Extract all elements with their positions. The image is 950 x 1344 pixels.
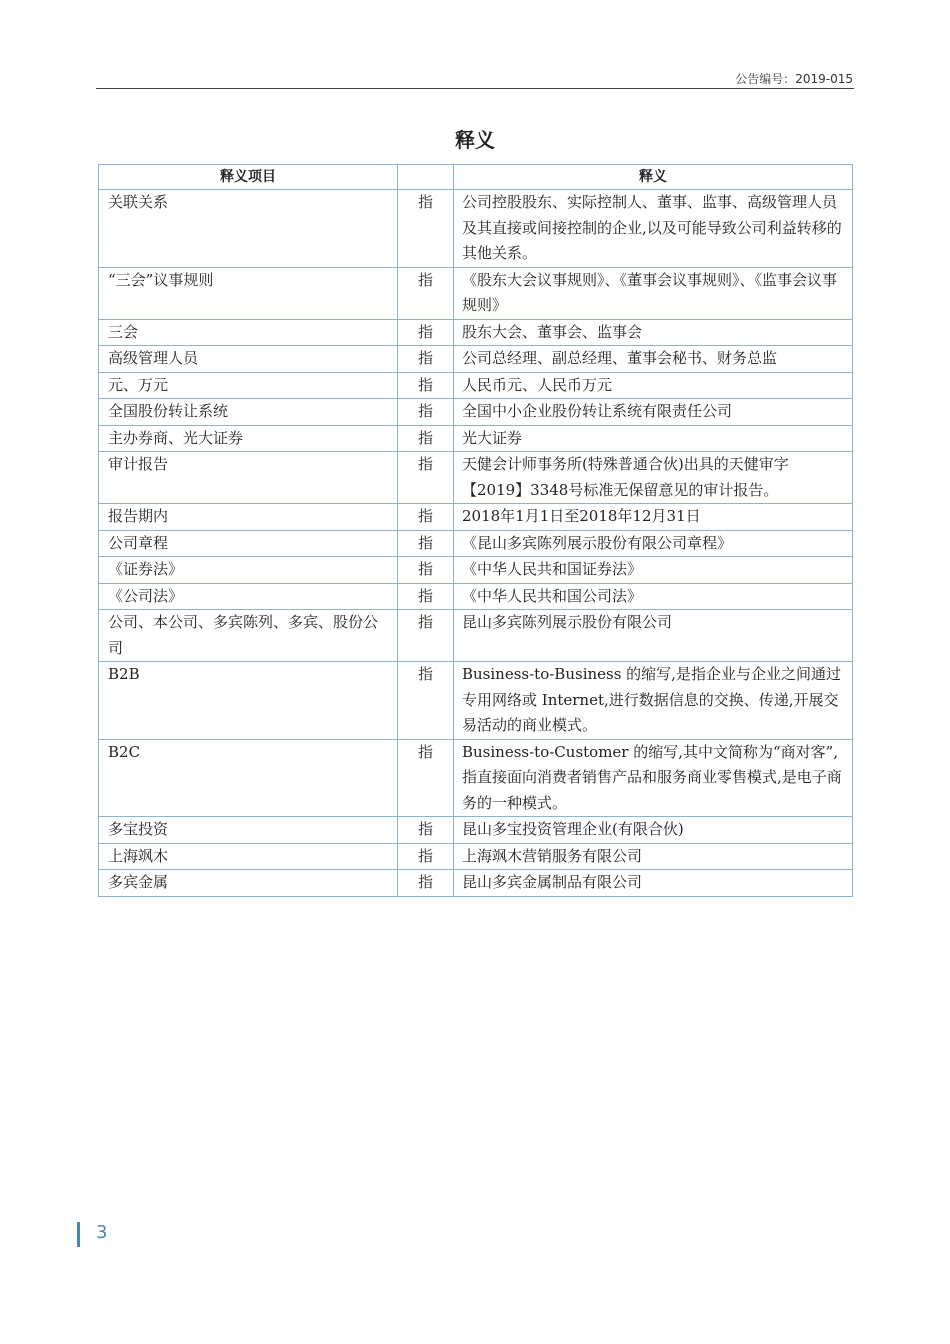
page-number-marker xyxy=(77,1222,80,1247)
table-row xyxy=(99,583,853,610)
table-row xyxy=(99,425,853,452)
ref-cell: 指 xyxy=(398,530,454,557)
ref-cell: 指 xyxy=(398,817,454,844)
definition-cell: 《中华人民共和国证券法》 xyxy=(454,557,853,584)
ref-cell: 指 xyxy=(398,504,454,531)
term-cell: 报告期内 xyxy=(99,504,398,531)
term-cell: B2C xyxy=(99,739,398,817)
definition-cell: 《中华人民共和国公司法》 xyxy=(454,583,853,610)
term-cell: 元、万元 xyxy=(99,372,398,399)
table-row xyxy=(99,319,853,346)
definition-cell: 公司总经理、副总经理、董事会秘书、财务总监 xyxy=(454,346,853,373)
table-row xyxy=(99,452,853,504)
table-row xyxy=(99,267,853,319)
table-row xyxy=(99,843,853,870)
ref-cell: 指 xyxy=(398,739,454,817)
table-row xyxy=(99,557,853,584)
definition-cell: 昆山多宾陈列展示股份有限公司 xyxy=(454,610,853,662)
definitions-table xyxy=(98,164,853,897)
table-row xyxy=(99,739,853,817)
definition-cell: 股东大会、董事会、监事会 xyxy=(454,319,853,346)
ref-cell: 指 xyxy=(398,583,454,610)
term-cell: 上海飒木 xyxy=(99,843,398,870)
definition-cell: 2018年1月1日至2018年12月31日 xyxy=(454,504,853,531)
term-cell: 公司、本公司、多宾陈列、多宾、股份公司 xyxy=(99,610,398,662)
table-row xyxy=(99,190,853,268)
term-cell: 审计报告 xyxy=(99,452,398,504)
term-cell: 高级管理人员 xyxy=(99,346,398,373)
ref-cell: 指 xyxy=(398,452,454,504)
ref-cell: 指 xyxy=(398,346,454,373)
table-row xyxy=(99,870,853,897)
table-row xyxy=(99,346,853,373)
definition-cell: 光大证券 xyxy=(454,425,853,452)
table-row xyxy=(99,372,853,399)
definition-cell: 上海飒木营销服务有限公司 xyxy=(454,843,853,870)
announcement-code: 公告编号：2019-015 xyxy=(735,72,853,86)
table-row xyxy=(99,817,853,844)
page-number: 3 xyxy=(96,1222,108,1243)
definition-cell: Business-to-Customer 的缩写,其中文简称为“商对客”,指直接面向消费者销售产品和服务商业零售模式,是电子商务的一种模式。 xyxy=(454,739,853,817)
ref-cell: 指 xyxy=(398,662,454,740)
definition-cell: 人民币元、人民币万元 xyxy=(454,372,853,399)
definition-cell: 昆山多宝投资管理企业(有限合伙) xyxy=(454,817,853,844)
table-row xyxy=(99,662,853,740)
table-row xyxy=(99,504,853,531)
definition-cell: 《股东大会议事规则》、《董事会议事规则》、《监事会议事规则》 xyxy=(454,267,853,319)
term-cell: 关联关系 xyxy=(99,190,398,268)
header-term: 释义项目 xyxy=(99,165,398,190)
table-row xyxy=(99,610,853,662)
ref-cell: 指 xyxy=(398,557,454,584)
table-row xyxy=(99,399,853,426)
term-cell: 全国股份转让系统 xyxy=(99,399,398,426)
page-title: 释义 xyxy=(455,128,495,152)
term-cell: 多宾金属 xyxy=(99,870,398,897)
term-cell: 多宝投资 xyxy=(99,817,398,844)
ref-cell: 指 xyxy=(398,870,454,897)
term-cell: 三会 xyxy=(99,319,398,346)
definition-cell: Business-to-Business 的缩写,是指企业与企业之间通过专用网络或 Internet,进行数据信息的交换、传递,开展交易活动的商业模式。 xyxy=(454,662,853,740)
header-ref xyxy=(398,165,454,190)
ref-cell: 指 xyxy=(398,399,454,426)
header-divider xyxy=(96,88,854,89)
definition-cell: 《昆山多宾陈列展示股份有限公司章程》 xyxy=(454,530,853,557)
term-cell: 公司章程 xyxy=(99,530,398,557)
definition-cell: 全国中小企业股份转让系统有限责任公司 xyxy=(454,399,853,426)
table-header-row xyxy=(99,165,853,190)
term-cell: “三会”议事规则 xyxy=(99,267,398,319)
ref-cell: 指 xyxy=(398,190,454,268)
ref-cell: 指 xyxy=(398,372,454,399)
term-cell: B2B xyxy=(99,662,398,740)
definition-cell: 昆山多宾金属制品有限公司 xyxy=(454,870,853,897)
ref-cell: 指 xyxy=(398,425,454,452)
ref-cell: 指 xyxy=(398,319,454,346)
definition-cell: 天健会计师事务所(特殊普通合伙)出具的天健审字【2019】3348号标准无保留意见的审计报告。 xyxy=(454,452,853,504)
definition-cell: 公司控股股东、实际控制人、董事、监事、高级管理人员及其直接或间接控制的企业,以及可能导致公司利益转移的其他关系。 xyxy=(454,190,853,268)
ref-cell: 指 xyxy=(398,610,454,662)
ref-cell: 指 xyxy=(398,843,454,870)
term-cell: 《证券法》 xyxy=(99,557,398,584)
header-definition: 释义 xyxy=(454,165,853,190)
ref-cell: 指 xyxy=(398,267,454,319)
term-cell: 《公司法》 xyxy=(99,583,398,610)
table-row xyxy=(99,530,853,557)
term-cell: 主办券商、光大证券 xyxy=(99,425,398,452)
